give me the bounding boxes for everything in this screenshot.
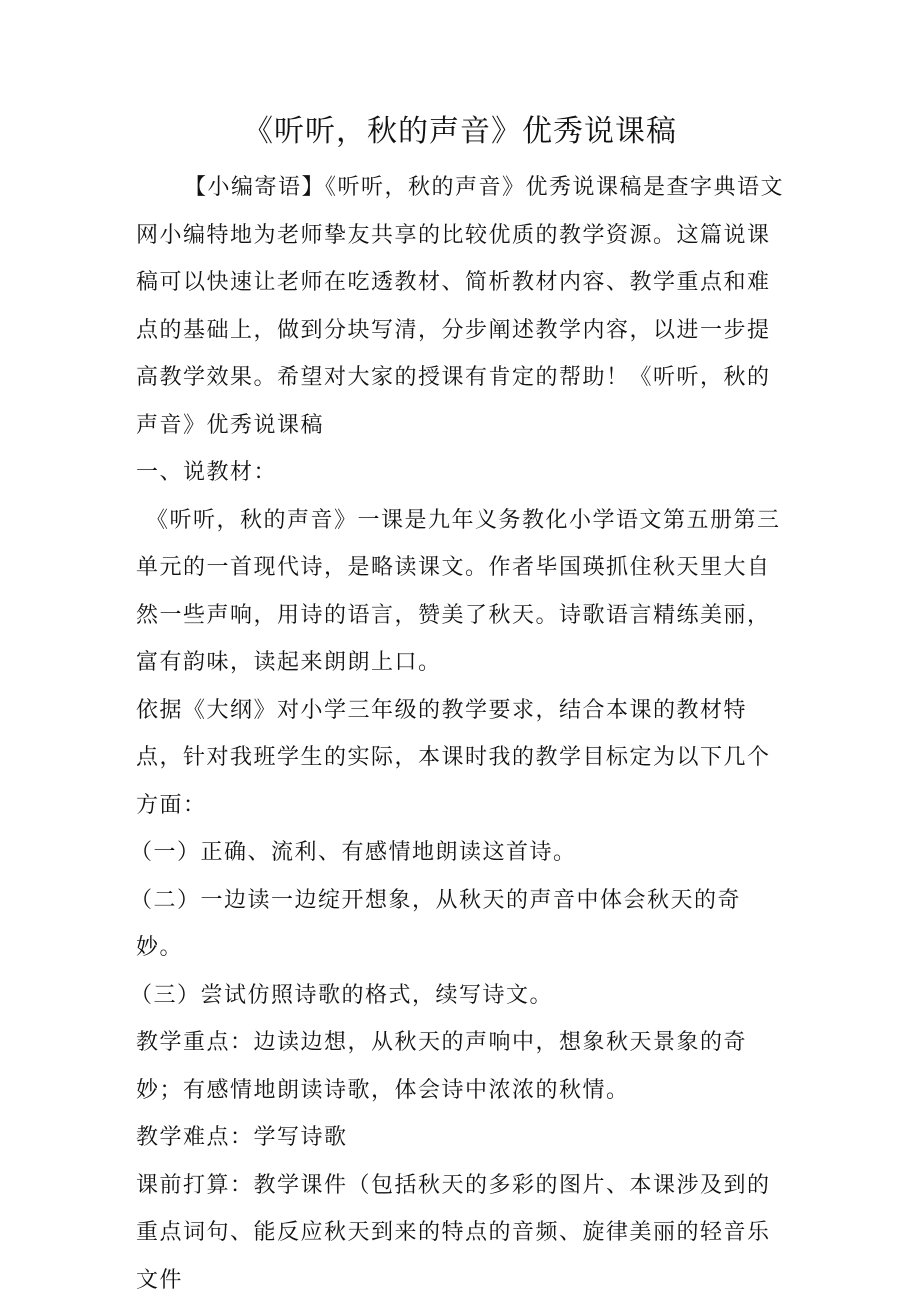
objectives-intro-paragraph: 依据《大纲》对小学三年级的教学要求，结合本课的教材特点，针对我班学生的实际，本课时我的教学目标定为以下几个方面： — [136, 687, 786, 830]
document-body — [136, 164, 786, 1304]
objective-item-1: （一）正确、流利、有感情地朗读这首诗。 — [136, 829, 786, 877]
objective-item-3: （三）尝试仿照诗歌的格式，续写诗文。 — [136, 972, 786, 1020]
preparation-paragraph: 课前打算：教学课件（包括秋天的多彩的图片、本课涉及到的重点词句、能反应秋天到来的特点的音频、旋律美丽的轻音乐文件 — [136, 1162, 786, 1304]
section-heading-textbook: 一、说教材： — [136, 449, 786, 497]
objective-item-2: （二）一边读一边绽开想象，从秋天的声音中体会秋天的奇妙。 — [136, 877, 786, 972]
document-title: 《听听，秋的声音》优秀说课稿 — [0, 112, 920, 152]
intro-paragraph: 【小编寄语】《听听，秋的声音》优秀说课稿是查字典语文网小编特地为老师挚友共享的比较优质的教学资源。这篇说课稿可以快速让老师在吃透教材、简析教材内容、教学重点和难点的基础上，做到分块写清，分步阐述教学内容，以进一步提高教学效果。希望对大家的授课有肯定的帮助！《听听，秋的声音》优秀说课稿 — [136, 164, 786, 449]
textbook-paragraph: 《听听，秋的声音》一课是九年义务教化小学语文第五册第三单元的一首现代诗，是略读课文。作者毕国瑛抓住秋天里大自然一些声响，用诗的语言，赞美了秋天。诗歌语言精练美丽，富有韵味，读起来朗朗上口。 — [136, 497, 786, 687]
teaching-focus-paragraph: 教学重点：边读边想，从秋天的声响中，想象秋天景象的奇妙；有感情地朗读诗歌，体会诗中浓浓的秋情。 — [136, 1019, 786, 1114]
teaching-difficulty-paragraph: 教学难点：学写诗歌 — [136, 1114, 786, 1162]
